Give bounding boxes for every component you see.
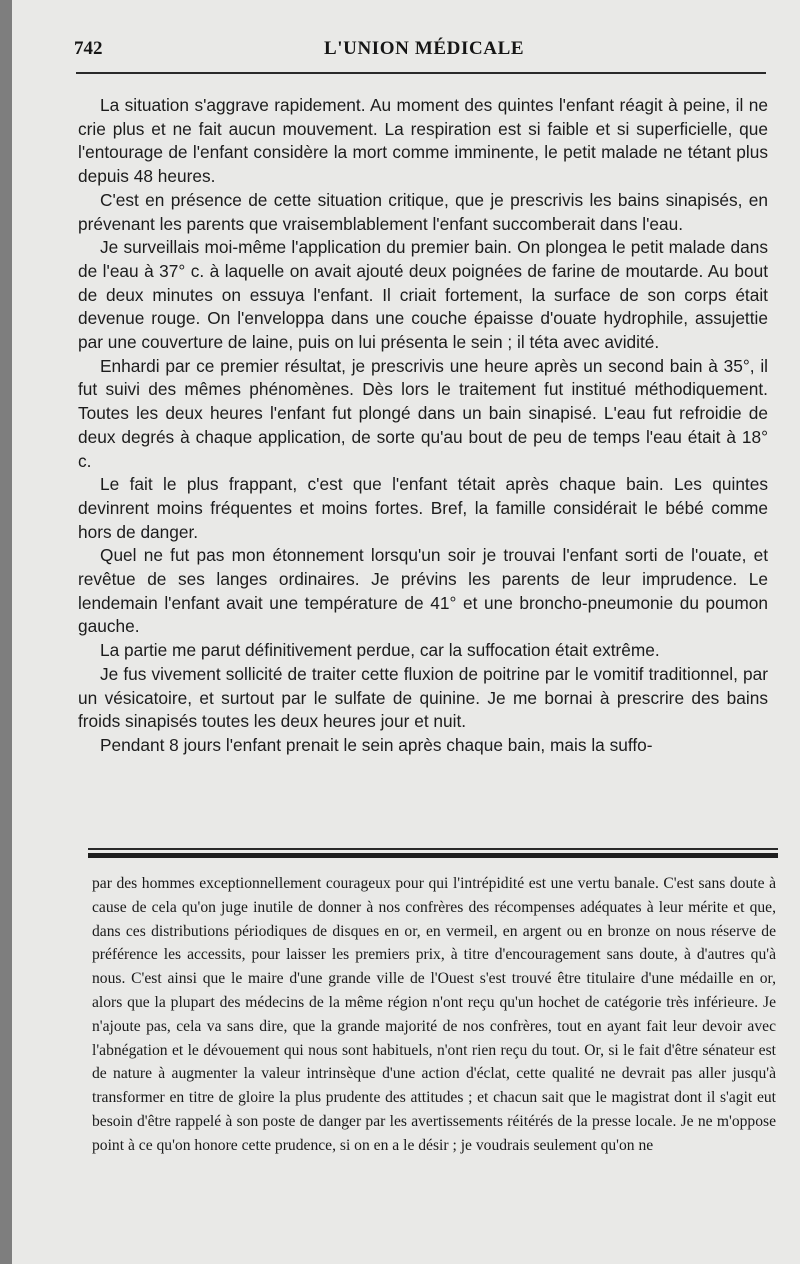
paragraph: Je fus vivement sollicité de traiter cette fluxion de poitrine par le vomitif traditionnel, par un vésicatoire, et surtout par le sulfate de quinine. Je me bornai à prescrire des bains froids sinapisés toutes les deux heures jour et nuit.: [78, 663, 768, 732]
book-page: [12, 0, 800, 1264]
page-header: [74, 38, 774, 68]
feuilleton-paragraph: par des hommes exceptionnellement courageux pour qui l'intrépidité est une vertu banale. C'est sans doute à cause de cela qu'on juge inutile de donner à nos confrères des récompenses adéquates à leur mérite et que, dans ces distributions périodiques de disques en or, en vermeil, en argent ou en bronze on nous réserve de préférence les accessits, pour laisser les premiers prix, à titre d'encouragement sans doute, à d'autres qu'à nous. C'est ainsi que le maire d'une grande ville de l'Ouest s'est trouvé être titulaire d'une médaille en or, alors que la plupart des médecins de la même région n'ont reçu qu'un hochet de catégorie très inférieure. Je n'ajoute pas, cela va sans dire, que la grande majorité de nos confrères, tout en ayant fait leur devoir avec l'abnégation et le dévouement qui nous sont habituels, n'ont rien reçu du tout. Or, si le fait d'être sénateur est de nature à augmenter la valeur intrinsèque d'une action d'éclat, cette qualité ne devrait pas aller jusqu'à transformer en titre de gloire la plus prudente des attitudes ; et chacun sait que le magistrat dont il s'agit eut besoin d'être rappelé à son poste de danger par les avertissements réitérés de la presse locale. Je ne m'oppose point à ce qu'on honore cette prudence, si on en a le désir ; je voudrais seulement qu'on ne: [92, 875, 776, 1154]
feuilleton-section: [92, 872, 776, 1158]
paragraph: C'est en présence de cette situation critique, que je prescrivis les bains sinapisés, en prévenant les parents que vraisemblablement l'enfant succomberait dans l'eau.: [78, 189, 768, 234]
header-rule: [76, 72, 766, 74]
separator-thick-rule: [88, 853, 778, 858]
paragraph: La partie me parut définitivement perdue, car la suffocation était extrême.: [100, 640, 660, 661]
paragraph: Quel ne fut pas mon étonnement lorsqu'un soir je trouvai l'enfant sorti de l'ouate, et revêtue de ses langes ordinaires. Je prévins les parents de leur imprudence. Le lendemain l'enfant avait une température de 41° et une broncho-pneumonie du poumon gauche.: [78, 545, 768, 637]
feuilleton-separator: [88, 848, 778, 860]
paragraph: Pendant 8 jours l'enfant prenait le sein après chaque bain, mais la suffo-: [100, 734, 653, 755]
main-article: [78, 94, 768, 758]
paragraph: Enhardi par ce premier résultat, je prescrivis une heure après un second bain à 35°, il fut suivi des mêmes phénomènes. Dès lors le traitement fut institué méthodiquement. Toutes les deux heures l'enfant fut plongé dans un bain sinapisé. L'eau fut refroidie de deux degrés à chaque application, de sorte qu'au bout de peu de temps l'eau était à 18° c.: [78, 355, 768, 471]
page-number: 742: [74, 38, 103, 59]
separator-thin-rule: [88, 848, 778, 850]
paragraph: La situation s'aggrave rapidement. Au moment des quintes l'enfant réagit à peine, il ne crie plus et ne fait aucun mouvement. La respiration est si faible et si superficielle, que l'entourage de l'enfant considère la mort comme imminente, le petit malade ne tétant plus depuis 48 heures.: [78, 95, 768, 187]
paragraph: Je surveillais moi-même l'application du premier bain. On plongea le petit malade dans de l'eau à 37° c. à laquelle on avait ajouté deux poignées de farine de moutarde. Au bout de deux minutes on essuya l'enfant. Il criait fortement, la surface de son corps était devenue rouge. On l'enveloppa dans une couche épaisse d'ouate hydrophile, assujettie par une couverture de laine, puis on lui présenta le sein ; il téta avec avidité.: [78, 237, 768, 353]
journal-title: L'UNION MÉDICALE: [324, 38, 525, 59]
paragraph: Le fait le plus frappant, c'est que l'enfant tétait après chaque bain. Les quintes devinrent moins fréquentes et moins fortes. Bref, la famille considérait le bébé comme hors de danger.: [78, 474, 768, 542]
